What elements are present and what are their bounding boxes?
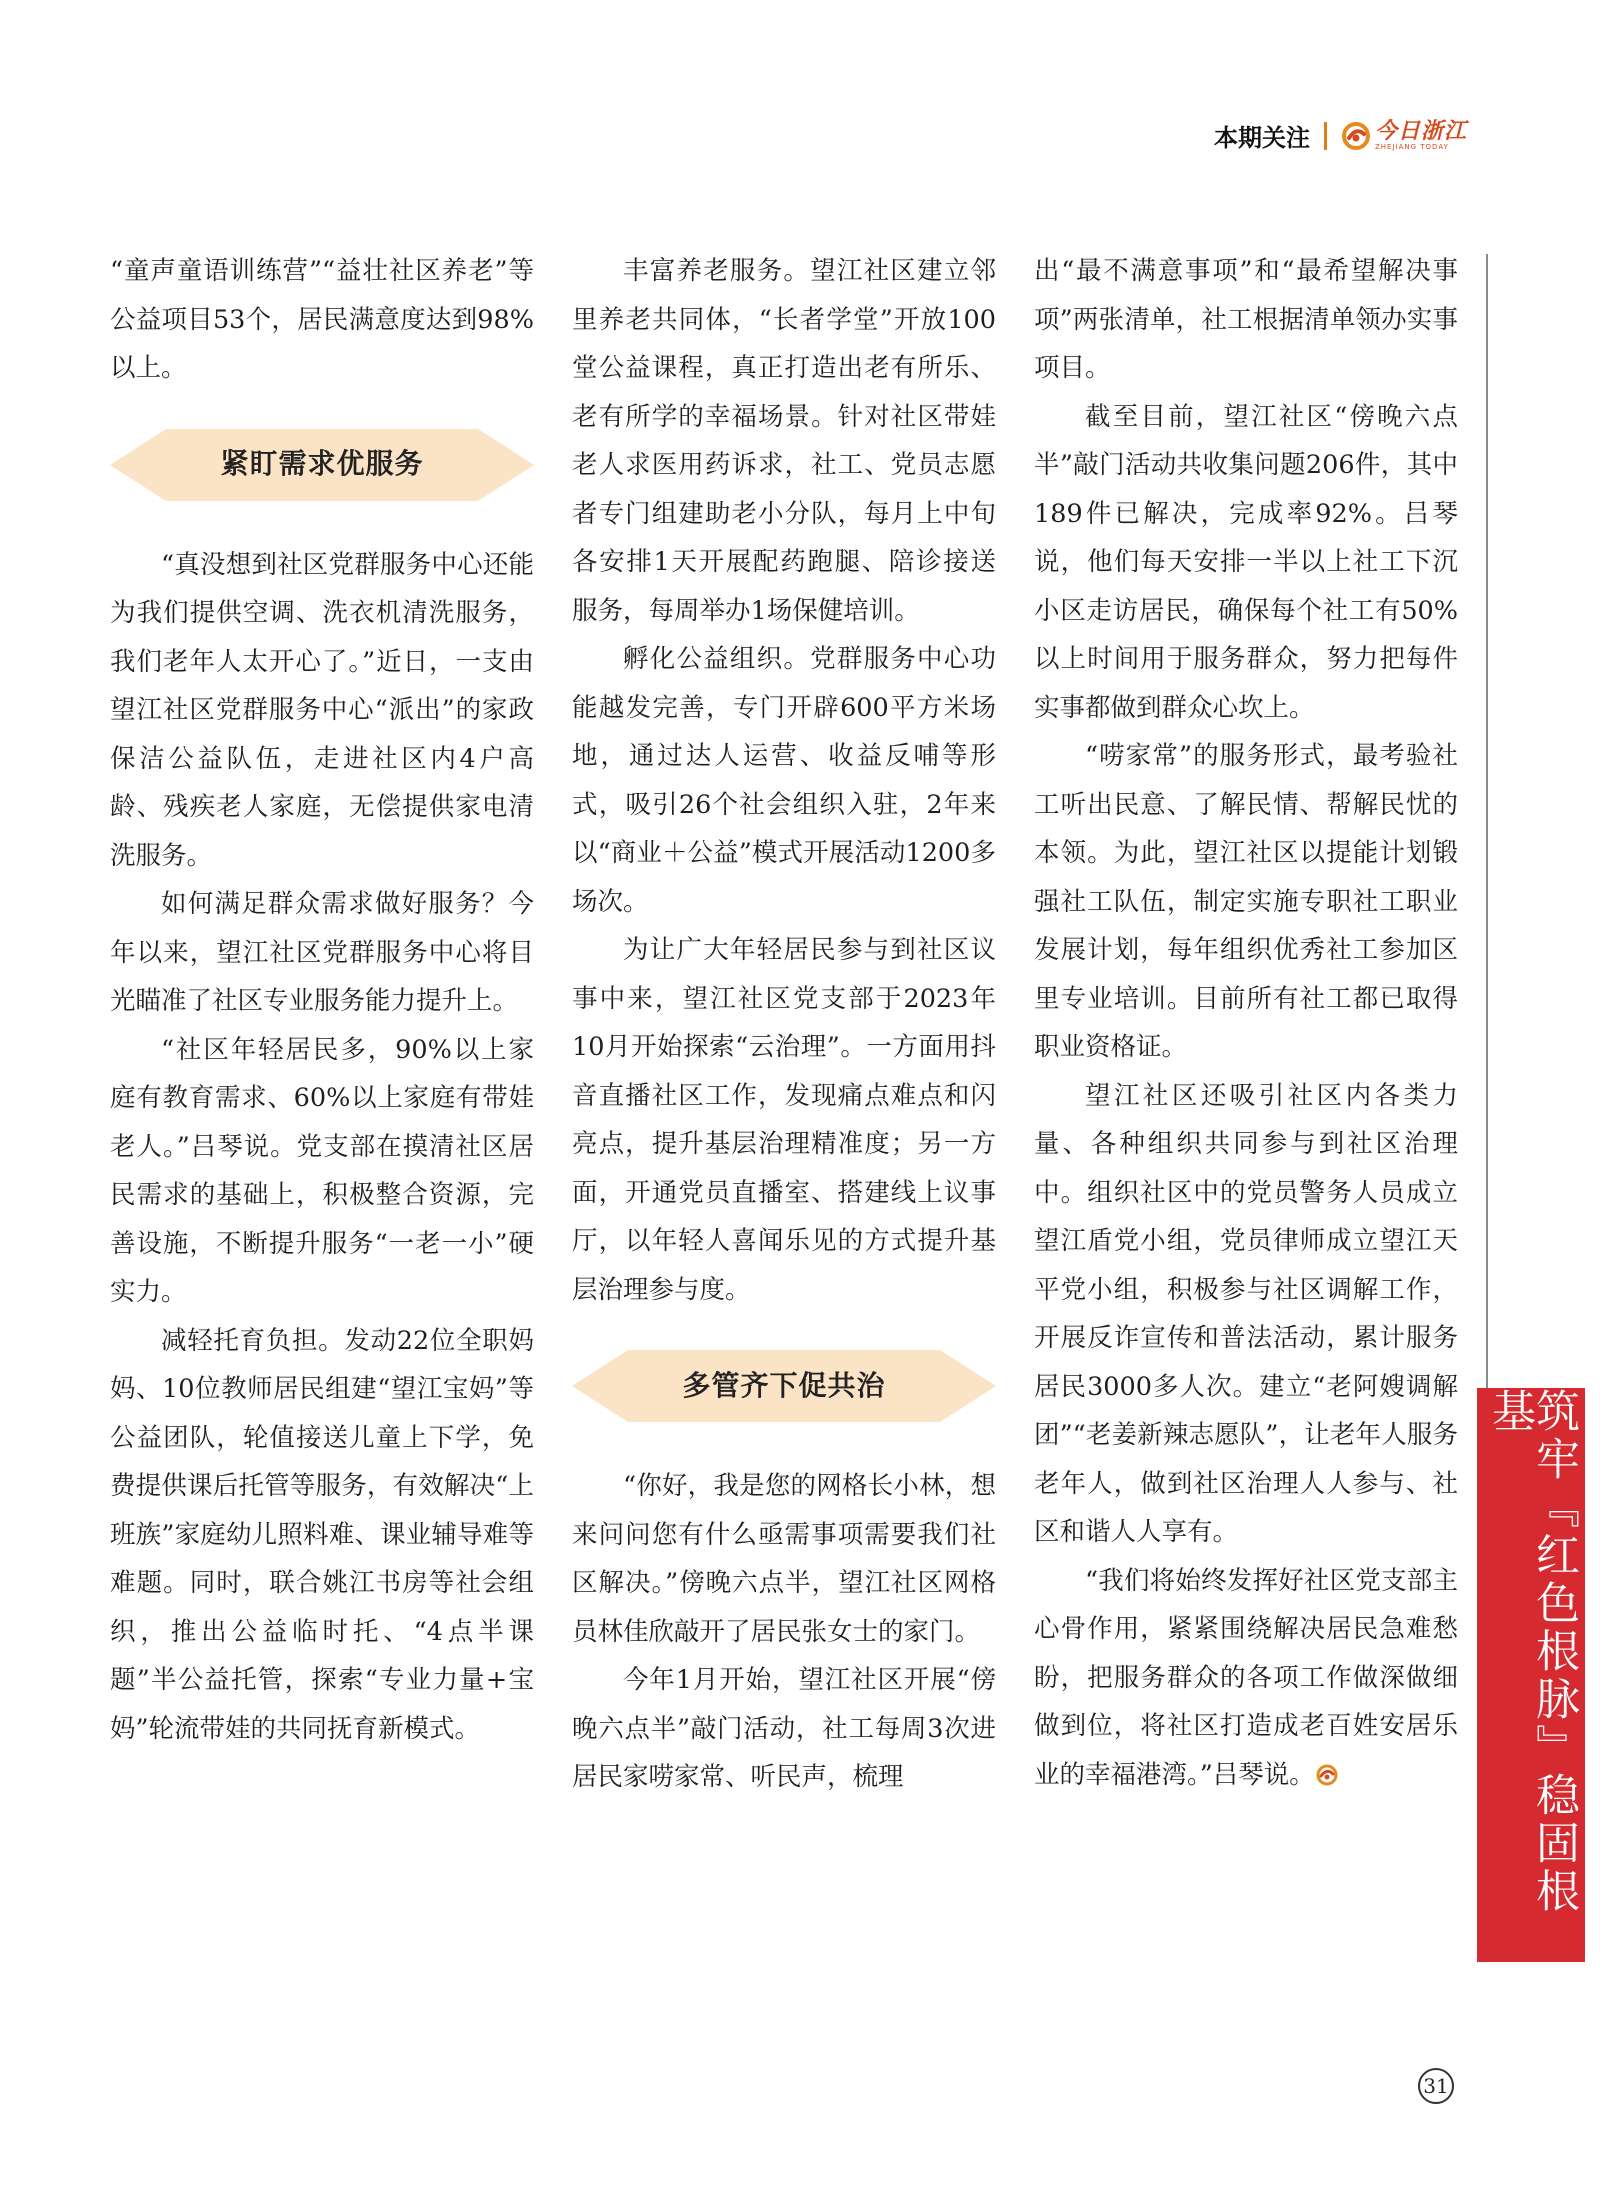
paragraph: “唠家常”的服务形式，最考验社工听出民意、了解民情、帮解民忧的本领。为此，望江社区以提能计划锻强社工队伍，制定实施专职社工职业发展计划，每年组织优秀社工参加区里专业培训。目前所有社工都已取得职业资格证。	[1034, 741, 1458, 1062]
header-divider	[1324, 122, 1327, 150]
paragraph: 丰富养老服务。望江社区建立邻里养老共同体，“长者学堂”开放100堂公益课程，真正打造出老有所乐、老有所学的幸福场景。针对社区带娃老人求医用药诉求，社工、党员志愿者专门组建助老小分队，每月上中旬各安排1天开展配药跑腿、陪诊接送服务，每周举办1场保健培训。	[572, 256, 996, 626]
closing-text: “我们将始终发挥好社区党支部主心骨作用，紧紧围绕解决居民急难愁盼，把服务群众的各项工作做深做细做到位，将社区打造成老百姓安居乐业的幸福港湾。”吕琴说。	[1034, 1565, 1458, 1790]
paragraph: 今年1月开始，望江社区开展“傍晚六点半”敲门活动，社工每周3次进居民家唠家常、听民声，梳理	[572, 1665, 996, 1792]
section-heading-banner	[110, 429, 534, 501]
paragraph: 孵化公益组织。党群服务中心功能越发完善，专门开辟600平方米场地，通过达人运营、收益反哺等形式，吸引26个社会组织入驻，2年来以“商业＋公益”模式开展活动1200多场次。	[572, 644, 996, 917]
paragraph: “社区年轻居民多，90%以上家庭有教育需求、60%以上家庭有带娃老人。”吕琴说。党支部在摸清社区居民需求的基础上，积极整合资源，完善设施，不断提升服务“一老一小”硬实力。	[110, 1034, 534, 1307]
page-header	[1214, 118, 1467, 153]
paragraph: “真没想到社区党群服务中心还能为我们提供空调、洗衣机清洗服务，我们老年人太开心了。”近日，一支由望江社区党群服务中心“派出”的家政保洁公益队伍，走进社区内4户高龄、残疾老人家庭，无偿提供家电清洗服务。	[110, 549, 534, 871]
paragraph: 截至目前，望江社区“傍晚六点半”敲门活动共收集问题206件，其中189件已解决，完成率92%。吕琴说，他们每天安排一半以上社工下沉小区走访居民，确保每个社工有50%以上时间用于服务群众，努力把每件实事都做到群众心坎上。	[1034, 401, 1458, 723]
end-mark-icon	[1315, 1763, 1339, 1787]
article-column-2	[572, 247, 996, 1802]
page-number: 31	[1423, 2074, 1449, 2098]
paragraph: 为让广大年轻居民参与到社区议事中来，望江社区党支部于2023年10月开始探索“云治理”。一方面用抖音直播社区工作，发现痛点难点和闪亮点，提升基层治理精准度；另一方面，开通党员直播室、搭建线上议事厅，以年轻人喜闻乐见的方式提升基层治理参与度。	[572, 935, 996, 1305]
brand-name: 今日浙江	[1374, 118, 1467, 144]
brand-swirl-icon	[1341, 121, 1371, 151]
page-number-badge	[1416, 2066, 1456, 2106]
paragraph: 减轻托育负担。发动22位全职妈妈、10位教师居民组建“望江宝妈”等公益团队，轮值接送儿童上下学，免费提供课后托管等服务，有效解决“上班族”家庭幼儿照料难、课业辅导难等难题。同时，联合姚江书房等社会组织，推出公益临时托、“4点半课题”半公益托管，探索“专业力量+宝妈”轮流带娃的共同抚育新模式。	[110, 1325, 534, 1744]
section-heading-banner	[572, 1350, 996, 1422]
side-title-tab	[1477, 1388, 1585, 1962]
article-column-3	[1034, 247, 1458, 1799]
paragraph: 如何满足群众需求做好服务？今年以来，望江社区党群服务中心将目光瞄准了社区专业服务能力提升上。	[110, 889, 534, 1016]
paragraph: 出“最不满意事项”和“最希望解决事项”两张清单，社工根据清单领办实事项目。	[1034, 256, 1458, 383]
article-column-1	[110, 247, 534, 1753]
section-heading: 紧盯需求优服务	[220, 447, 424, 481]
section-label: 本期关注	[1213, 124, 1310, 152]
paragraph: 望江社区还吸引社区内各类力量、各种组织共同参与到社区治理中。组织社区中的党员警务人员成立望江盾党小组，党员律师成立望江天平党小组，积极参与社区调解工作，开展反诈宣传和普法活动，累计服务居民3000多人次。建立“老阿嫂调解团”“老姜新辣志愿队”，让老年人服务老年人，做到社区治理人人参与、社区和谐人人享有。	[1034, 1080, 1458, 1547]
section-heading: 多管齐下促共治	[682, 1368, 886, 1402]
brand-logo	[1341, 120, 1467, 151]
paragraph	[1034, 1557, 1458, 1800]
side-title: 筑牢『红色根脉』稳固根基	[1484, 1388, 1579, 1916]
paragraph: “你好，我是您的网格长小林，想来问问您有什么亟需事项需要我们社区解决。”傍晚六点半，望江社区网格员林佳欣敲开了居民张女士的家门。	[572, 1471, 996, 1647]
brand-name-en: ZHEJIANG TODAY	[1374, 143, 1449, 151]
paragraph: “童声童语训练营”“益壮社区养老”等公益项目53个，居民满意度达到98%以上。	[110, 256, 534, 383]
